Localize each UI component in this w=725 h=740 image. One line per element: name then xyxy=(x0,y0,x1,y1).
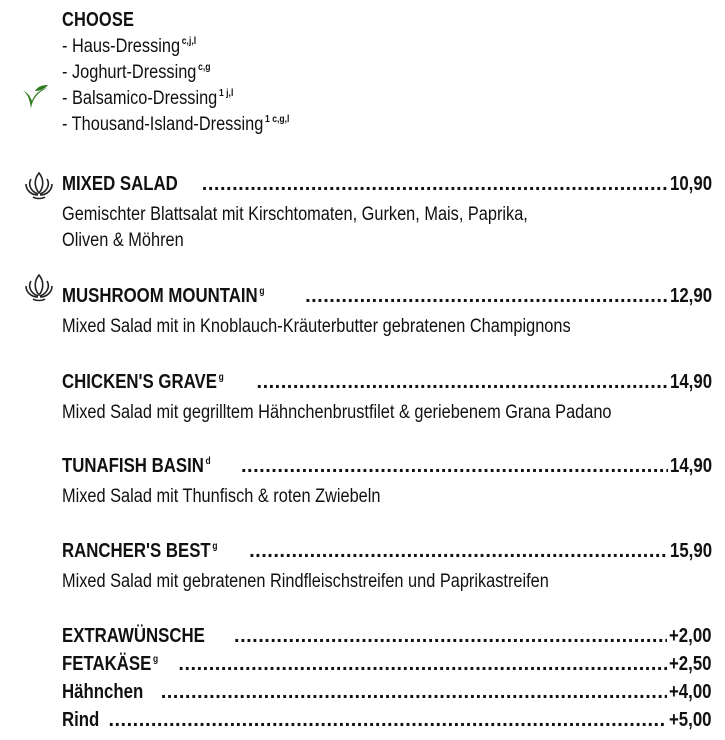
price-text: 10,90 xyxy=(669,173,712,195)
menu-item-ranchers-best xyxy=(62,540,720,566)
allergen-codes: c,g xyxy=(198,62,211,73)
dressing-joghurt xyxy=(62,62,211,84)
item-name xyxy=(62,653,158,676)
item-name-wrap xyxy=(62,455,239,478)
dressing-label: - Thousand-Island-Dressing xyxy=(62,114,264,135)
item-price xyxy=(669,681,720,704)
allergen-codes: g xyxy=(212,541,218,552)
lotus-icon xyxy=(22,272,56,304)
item-description xyxy=(62,314,571,340)
item-name xyxy=(62,371,224,394)
item-price xyxy=(669,709,720,732)
allergen-codes: g xyxy=(218,372,224,383)
allergen-codes: 1 j,l xyxy=(218,88,234,99)
leader-dots xyxy=(161,681,668,704)
item-name-text: FETAKÄSE xyxy=(62,653,152,675)
leader-dots xyxy=(108,709,667,732)
menu-item-mixed-salad xyxy=(62,173,720,199)
item-name: EXTRAWÜNSCHE xyxy=(62,625,205,647)
item-name-wrap xyxy=(62,625,232,648)
item-name-text: TUNAFISH BASIN xyxy=(62,455,204,477)
dressing-label: - Haus-Dressing xyxy=(62,36,181,57)
leader-dots xyxy=(178,653,667,676)
lotus-icon xyxy=(22,170,56,202)
price-text: 12,90 xyxy=(669,285,712,307)
item-name xyxy=(62,540,217,563)
item-description xyxy=(62,400,612,426)
item-name-text: CHICKEN'S GRAVE xyxy=(62,371,217,393)
allergen-codes: g xyxy=(259,286,265,297)
item-name-wrap xyxy=(62,709,106,732)
description-line: Oliven & Möhren xyxy=(62,230,184,251)
dressing-thousand-island xyxy=(62,114,289,136)
dressing-balsamico xyxy=(62,88,233,110)
leader-dots xyxy=(249,540,668,563)
extra-item-fetakaese xyxy=(62,653,720,679)
dressing-label: - Joghurt-Dressing xyxy=(62,62,197,83)
extra-item-haehnchen xyxy=(62,681,720,707)
item-name xyxy=(62,285,264,308)
item-name-wrap xyxy=(62,173,200,196)
dressing-haus xyxy=(62,36,196,58)
price-text: 15,90 xyxy=(669,540,712,562)
choose-heading: CHOOSE xyxy=(62,9,135,31)
allergen-codes: 1 c,g,l xyxy=(265,114,290,125)
price-text: +5,00 xyxy=(669,709,712,731)
item-name-wrap xyxy=(62,681,159,704)
item-name-wrap xyxy=(62,371,255,394)
item-name-wrap xyxy=(62,285,303,308)
item-name-text: MUSHROOM MOUNTAIN xyxy=(62,285,258,307)
allergen-codes: c,j,l xyxy=(181,36,197,47)
leader-dots xyxy=(241,455,668,478)
leader-dots xyxy=(234,625,667,648)
price-text: +2,00 xyxy=(669,625,712,647)
allergen-codes: d xyxy=(205,456,211,467)
leaf-icon xyxy=(20,83,50,113)
price-text: 14,90 xyxy=(669,371,712,393)
item-price xyxy=(670,371,720,394)
item-price xyxy=(669,653,720,676)
extra-item-extrawuensche xyxy=(62,625,720,651)
dressing-label: - Balsamico-Dressing xyxy=(62,88,218,109)
item-description xyxy=(62,569,549,595)
item-price xyxy=(670,540,720,563)
item-name xyxy=(62,455,211,478)
description-line: Gemischter Blattsalat mit Kirschtomaten, Gurken, Mais, Paprika, xyxy=(62,204,528,225)
menu-item-mushroom-mountain xyxy=(62,285,720,311)
description-line: Mixed Salad mit Thunfisch & roten Zwiebeln xyxy=(62,486,381,507)
leader-dots xyxy=(202,173,668,196)
item-price xyxy=(670,285,720,308)
item-description xyxy=(62,202,528,254)
item-price xyxy=(670,173,720,196)
allergen-codes: g xyxy=(152,654,159,665)
item-description xyxy=(62,484,380,510)
item-price xyxy=(669,625,720,648)
menu-item-chickens-grave xyxy=(62,371,720,397)
item-name: Rind xyxy=(62,709,100,731)
item-name-wrap xyxy=(62,540,247,563)
leader-dots xyxy=(257,371,668,394)
leader-dots xyxy=(305,285,668,308)
description-line: Mixed Salad mit gegrilltem Hähnchenbrustfilet & geriebenem Grana Padano xyxy=(62,402,612,423)
item-name-wrap xyxy=(62,653,176,676)
description-line: Mixed Salad mit in Knoblauch-Kräuterbutter gebratenen Champignons xyxy=(62,316,571,337)
price-text: +4,00 xyxy=(669,681,712,703)
extra-item-rind xyxy=(62,709,720,735)
price-text: +2,50 xyxy=(669,653,712,675)
item-price xyxy=(670,455,720,478)
item-name-text: RANCHER'S BEST xyxy=(62,540,211,562)
price-text: 14,90 xyxy=(669,455,712,477)
menu-item-tunafish-basin xyxy=(62,455,720,481)
item-name: Hähnchen xyxy=(62,681,144,703)
item-name: MIXED SALAD xyxy=(62,173,178,195)
description-line: Mixed Salad mit gebratenen Rindfleischstreifen und Paprikastreifen xyxy=(62,571,549,592)
